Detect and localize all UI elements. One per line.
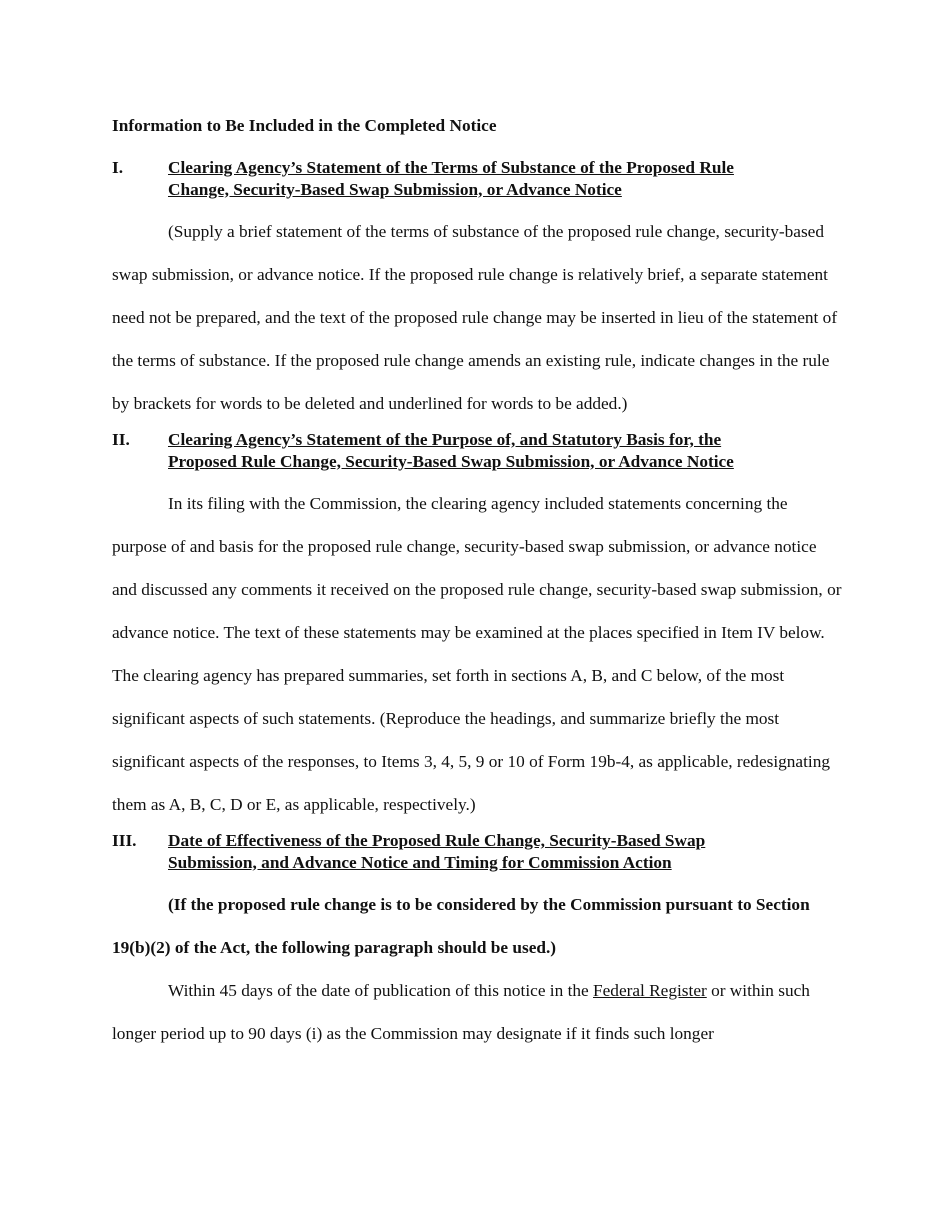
section-iii-text-before: Within 45 days of the date of publication of this notice in the	[168, 981, 594, 1000]
section-i-paragraph: (Supply a brief statement of the terms of substance of the proposed rule change, security-based swap submission, or advance notice. If the proposed rule change is relatively brief, a separate statement need not be prepared, and the text of the proposed rule change may be inserted in lieu of the statement of the terms of substance. If the proposed rule change amends an existing rule, indicate changes in the rule by brackets for words to be deleted and underlined for words to be added.)	[112, 222, 838, 413]
section-title-i-line1: Clearing Agency’s Statement of the Terms of Substance of the Proposed Rule	[168, 158, 734, 177]
section-heading-ii	[112, 429, 842, 472]
section-iii-paragraph	[112, 969, 842, 1055]
section-heading-i	[112, 157, 842, 200]
federal-register-title: Federal Register	[593, 981, 707, 1000]
section-heading-iii	[112, 830, 842, 873]
section-number-i: I.	[112, 158, 124, 177]
document-title: Information to Be Included in the Completed Notice	[112, 116, 497, 135]
section-title-ii-line2: Proposed Rule Change, Security-Based Swap Submission, or Advance Notice	[168, 451, 734, 471]
section-title-i	[168, 157, 842, 200]
section-title-ii	[168, 429, 842, 472]
section-title-iii	[168, 830, 842, 873]
section-ii-paragraph: In its filing with the Commission, the clearing agency included statements concerning the purpose of and basis for the proposed rule change, security-based swap submission, or advance notice and discussed any comments it received on the proposed rule change, security-based swap submission, or advance notice. The text of these statements may be examined at the places specified in Item IV below. The clearing agency has prepared summaries, set forth in sections A, B, and C below, of the most significant aspects of such statements. (Reproduce the headings, and summarize briefly the most significant aspects of the responses, to Items 3, 4, 5, 9 or 10 of Form 19b-4, as applicable, redesignating them as A, B, C, D or E, as applicable, respectively.)	[112, 494, 842, 814]
section-title-ii-line1: Clearing Agency’s Statement of the Purpose of, and Statutory Basis for, the	[168, 430, 722, 449]
document-page	[112, 112, 842, 1055]
section-number-ii: II.	[112, 430, 130, 449]
section-number-iii: III.	[112, 831, 137, 850]
section-iii-instruction: (If the proposed rule change is to be considered by the Commission pursuant to Section 19(b)(2) of the Act, the following paragraph should be used.)	[112, 895, 810, 957]
section-iii-text-after: or within such longer period up to 90 days (i) as the Commission may designate if it finds such longer	[112, 981, 810, 1043]
section-title-i-line2: Change, Security-Based Swap Submission, or Advance Notice	[168, 179, 622, 199]
section-title-iii-line2: Submission, and Advance Notice and Timing for Commission Action	[168, 852, 672, 872]
section-title-iii-line1: Date of Effectiveness of the Proposed Rule Change, Security-Based Swap	[168, 831, 706, 850]
